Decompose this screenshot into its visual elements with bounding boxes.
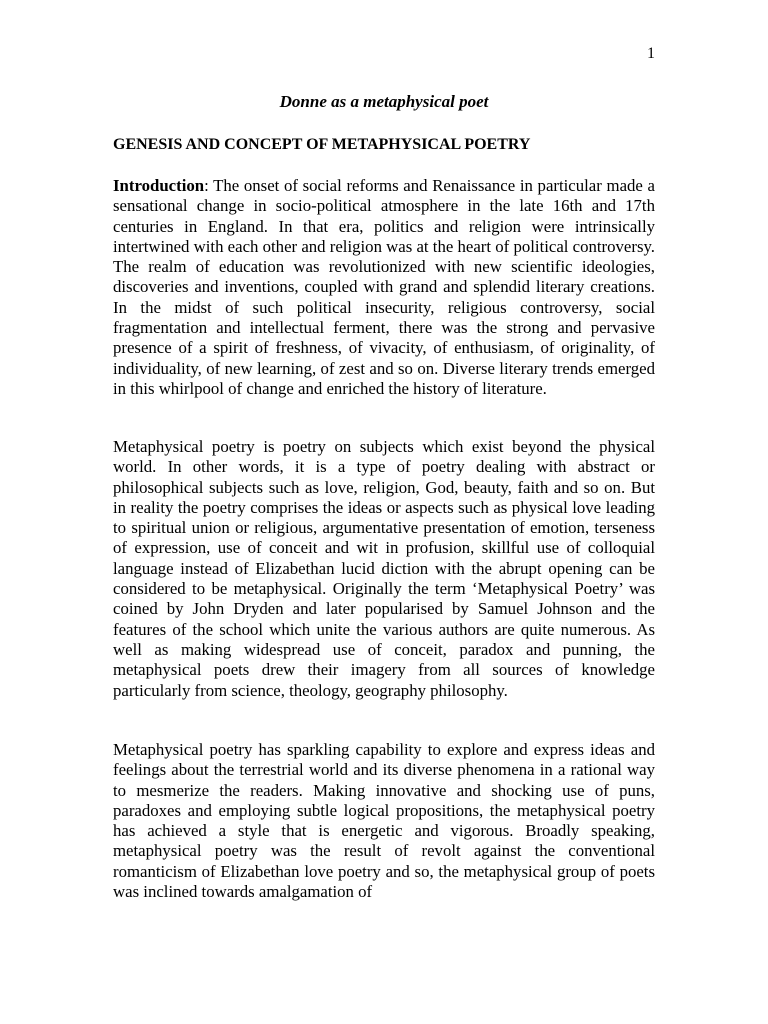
section-heading: GENESIS AND CONCEPT OF METAPHYSICAL POETRY	[113, 136, 531, 153]
page-number: 1	[647, 45, 655, 62]
introduction-label: Introduction	[113, 176, 205, 195]
paragraph-introduction	[113, 176, 655, 399]
paragraph-characteristics: Metaphysical poetry has sparkling capability to explore and express ideas and feelings about the terrestrial world and its diverse phenomena in a rational way to mesmerize the readers. Making innovative and shocking use of puns, paradoxes and employing subtle logical propositions, the metaphysical poetry has achieved a style that is energetic and vigorous. Broadly speaking, metaphysical poetry was the result of revolt against the conventional romanticism of Elizabethan love poetry and so, the metaphysical group of poets was inclined towards amalgamation of	[113, 740, 655, 902]
introduction-text: : The onset of social reforms and Renaissance in particular made a sensational change in socio-political atmosphere in the late 16th and 17th centuries in England. In that era, politics and religion were intrinsically intertwined with each other and religion was at the heart of political controversy. The realm of education was revolutionized with new scientific ideologies, discoveries and inventions, coupled with grand and splendid literary creations. In the midst of such political insecurity, religious controversy, social fragmentation and intellectual ferment, there was the strong and pervasive presence of a spirit of freshness, of vivacity, of enthusiasm, of originality, of individuality, of new learning, of zest and so on. Diverse literary trends emerged in this whirlpool of change and enriched the history of literature.	[113, 176, 655, 398]
paragraph-definition: Metaphysical poetry is poetry on subjects which exist beyond the physical world. In other words, it is a type of poetry dealing with abstract or philosophical subjects such as love, religion, God, beauty, faith and so on. But in reality the poetry comprises the ideas or aspects such as physical love leading to spiritual union or religious, argumentative presentation of emotion, terseness of expression, use of conceit and wit in profusion, skillful use of colloquial language instead of Elizabethan lucid diction with the abrupt opening can be considered to be metaphysical. Originally the term ‘Metaphysical Poetry’ was coined by John Dryden and later popularised by Samuel Johnson and the features of the school which unite the various authors are quite numerous. As well as making widespread use of conceit, paradox and punning, the metaphysical poets drew their imagery from all sources of knowledge particularly from science, theology, geography philosophy.	[113, 437, 655, 700]
document-title: Donne as a metaphysical poet	[279, 92, 489, 111]
